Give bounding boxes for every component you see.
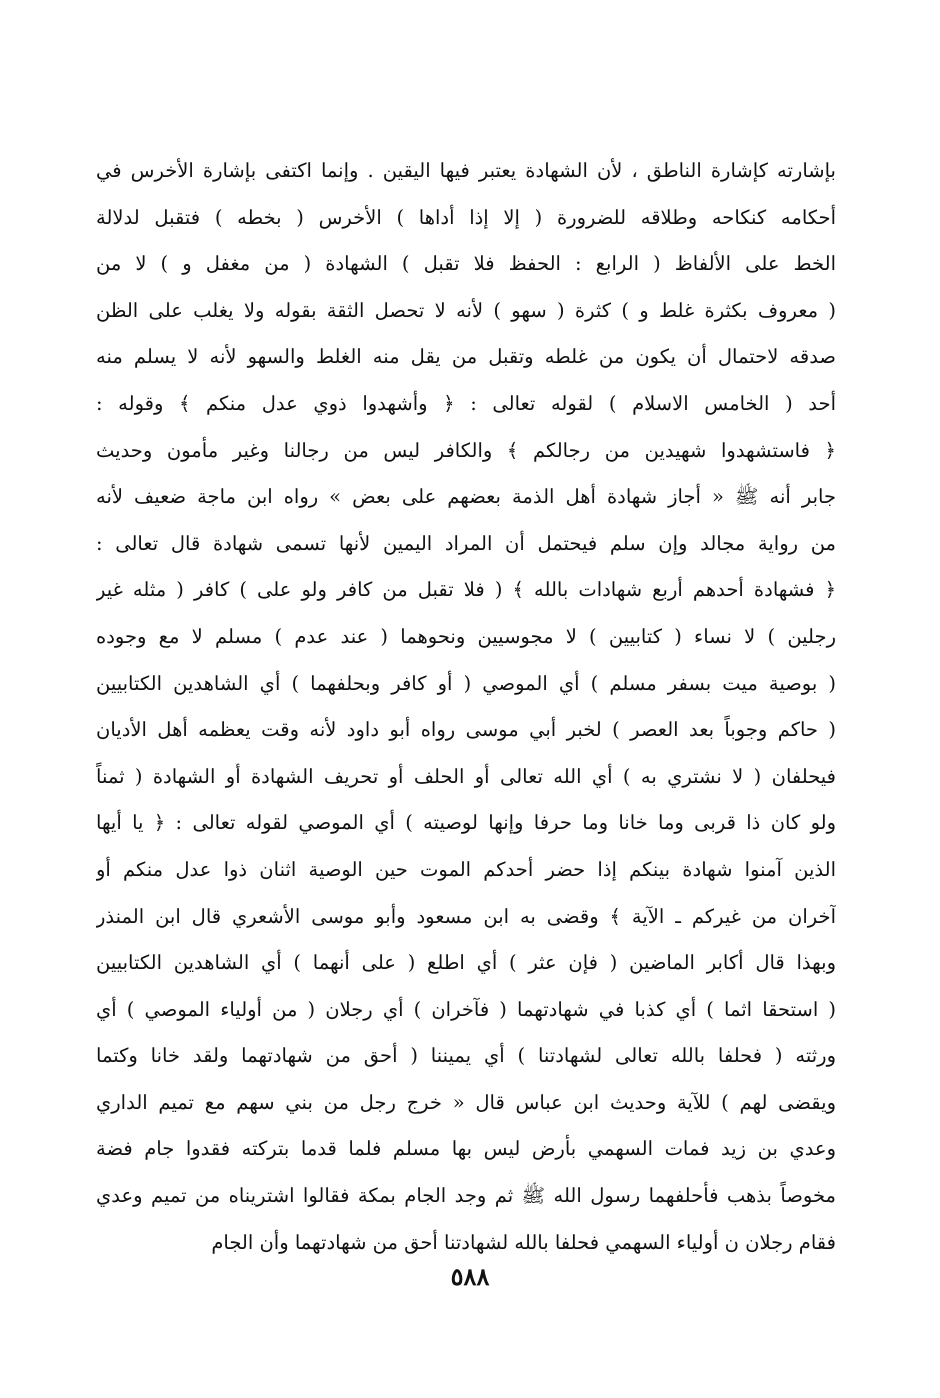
- text-line: الذين آمنوا شهادة بينكم إذا حضر أحدكم الموت حين الوصية اثنان ذوا عدل منكم أو: [96, 857, 836, 881]
- text-line: فقام رجلان ن أولياء السهمي فحلفا بالله لشهادتنا أحق من شهادتهما وأن الجام: [211, 1230, 836, 1254]
- text-line: أحكامه كنكاحه وطلاقه للضرورة ( إلا إذا أداها ) الأخرس ( بخطه ) فتقبل لدلالة: [96, 205, 836, 229]
- text-line: ( استحقا اثما ) أي كذبا في شهادتهما ( فآخران ) أي رجلان ( من أولياء الموصي ) أي: [96, 997, 836, 1021]
- text-line: ﴿ فشهادة أحدهم أربع شهادات بالله ﴾ ( فلا تقبل من كافر ولو على ) كافر ( مثله غير: [96, 578, 836, 602]
- text-line: وبهذا قال أكابر الماضين ( فإن عثر ) أي اطلع ( على أنهما ) أي الشاهدين الكتابيين: [96, 951, 836, 975]
- text-line: صدقه لاحتمال أن يكون من غلطه وتقبل من يقل منه الغلط والسهو لأنه لا يسلم منه: [96, 345, 836, 369]
- text-line: مخوصاً بذهب فأحلفهما رسول الله ﷺ ثم وجد الجام بمكة فقالوا اشتريناه من تميم وعدي: [96, 1184, 836, 1208]
- text-line: ( بوصية ميت بسفر مسلم ) أي الموصي ( أو كافر وبحلفهما ) أي الشاهدين الكتابيين: [96, 671, 836, 695]
- text-line: ورثته ( فحلفا بالله تعالى لشهادتنا ) أي يميننا ( أحق من شهادتهما ولقد خانا وكتما: [96, 1044, 836, 1068]
- text-line: ( معروف بكثرة غلط و ) كثرة ( سهو ) لأنه لا تحصل الثقة بقوله ولا يغلب على الظن: [96, 298, 836, 322]
- text-line: رجلين ) لا نساء ( كتابيين ) لا مجوسيين ونحوهما ( عند عدم ) مسلم لا مع وجوده: [96, 624, 836, 648]
- text-line: آخران من غيركم ـ الآية ﴾ وقضى به ابن مسعود وأبو موسى الأشعري قال ابن المنذر: [96, 904, 836, 928]
- text-line: بإشارته كإشارة الناطق ، لأن الشهادة يعتبر فيها اليقين . وإنما اكتفى بإشارة الأخرس في: [96, 159, 836, 182]
- text-line: ويقضى لهم ) للآية وحديث ابن عباس قال « خرج رجل من بني سهم مع تميم الداري: [96, 1090, 836, 1114]
- text-line: أحد ( الخامس الاسلام ) لقوله تعالى : ﴿ وأشهدوا ذوي عدل منكم ﴾ وقوله :: [96, 391, 836, 415]
- body-text: [96, 148, 836, 1266]
- text-line: ( حاكم وجوباً بعد العصر ) لخبر أبي موسى رواه أبو داود لأنه وقت يعظمه أهل الأديان: [96, 718, 836, 742]
- text-line: وعدي بن زيد فمات السهمي بأرض ليس بها مسلم فلما قدما بتركته فقدوا جام فضة: [96, 1137, 836, 1161]
- text-line: ﴿ فاستشهدوا شهيدين من رجالكم ﴾ والكافر ليس من رجالنا وغير مأمون وحديث: [96, 438, 836, 462]
- text-line: ولو كان ذا قربى وما خانا وما حرفا وإنها لوصيته ) أي الموصي لقوله تعالى : ﴿ يا أيها: [96, 811, 836, 835]
- text-line: من رواية مجالد وإن سلم فيحتمل أن المراد اليمين لأنها تسمى شهادة قال تعالى :: [96, 531, 836, 555]
- text-line: الخط على الألفاظ ( الرابع : الحفظ فلا تقبل ) الشهادة ( من مغفل و ) لا من: [96, 252, 836, 276]
- text-line: جابر أنه ﷺ « أجاز شهادة أهل الذمة بعضهم على بعض » رواه ابن ماجة ضعيف لأنه: [96, 485, 836, 509]
- text-line: فيحلفان ( لا نشتري به ) أي الله تعالى أو الحلف أو تحريف الشهادة أو الشهادة ( ثمناً: [96, 764, 836, 788]
- page-number: ٥٨٨: [450, 1262, 490, 1291]
